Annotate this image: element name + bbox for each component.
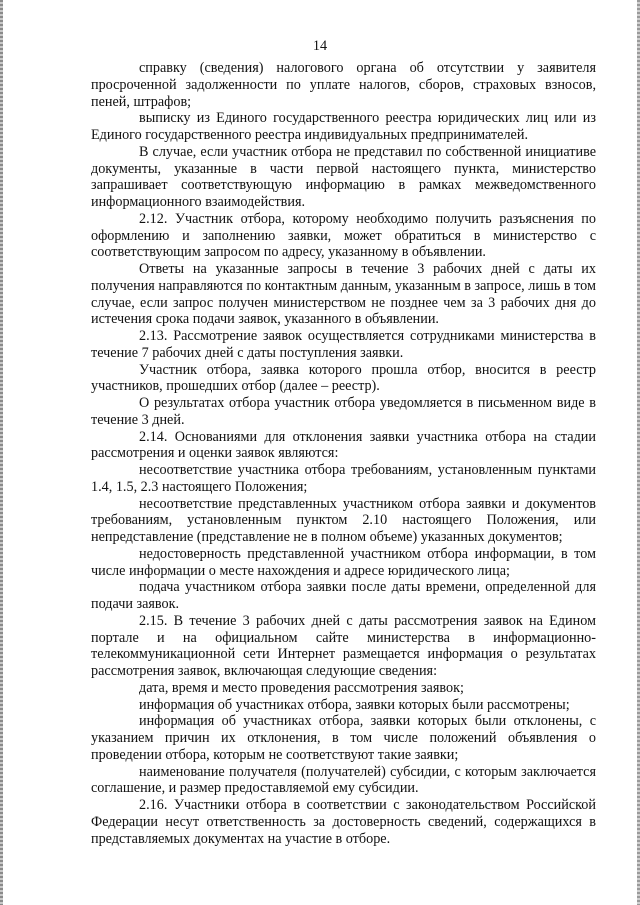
paragraph-notification: О результатах отбора участник отбора уведомляется в письменном виде в течение 3 дней.	[91, 395, 596, 428]
page-number: 14	[312, 38, 328, 54]
paragraph-interagency-request: В случае, если участник отбора не представил по собственной инициативе документы, указанные в части первой настоящего пункта, министерство запрашивает соответствующую информацию в рамках межведомственного информационного взаимодействия.	[91, 143, 596, 210]
paragraph-2-15: 2.15. В течение 3 рабочих дней с даты рассмотрения заявок на Едином портале и на официальном сайте министерства в информационно-телекоммуникационной сети Интернет размещается информация о результатах рассмотрения заявок, включающая следующие сведения:	[91, 612, 596, 679]
document-text	[91, 60, 596, 847]
paragraph-tax-certificate: справку (сведения) налогового органа об отсутствии у заявителя просроченной задолженности по уплате налогов, сборов, страховых взносов, пеней, штрафов;	[91, 60, 596, 110]
paragraph-late-submission: подача участником отбора заявки после даты времени, определенной для подачи заявок.	[91, 579, 596, 612]
paragraph-noncompliance-documents: несоответствие представленных участником отбора заявки и документов требованиям, установленным пунктом 2.10 настоящего Положения, или непредставление (представление не в полном объеме) указанных документов;	[91, 495, 596, 545]
paragraph-noncompliance-participant: несоответствие участника отбора требованиям, установленным пунктами 1.4, 1.5, 2.3 настоящего Положения;	[91, 462, 596, 495]
paragraph-inaccuracy: недостоверность представленной участником отбора информации, в том числе информации о месте нахождения и адресе юридического лица;	[91, 545, 596, 579]
paragraph-2-12: 2.12. Участник отбора, которому необходимо получить разъяснения по оформлению и заполнению заявки, может обратиться в министерство с соответствующим запросом по адресу, указанному в объявлении.	[91, 210, 596, 261]
paragraph-reviewed-participants: информация об участниках отбора, заявки которых были рассмотрены;	[139, 696, 570, 713]
scan-left-edge	[0, 0, 3, 905]
paragraph-registry-inclusion: Участник отбора, заявка которого прошла отбор, вносится в реестр участников, прошедших отбор (далее – реестр).	[91, 361, 596, 395]
paragraph-rejected-participants: информация об участниках отбора, заявки которых были отклонены, с указанием причин их отклонения, в том числе положений объявления о проведении отбора, которым не соответствуют такие заявки;	[91, 713, 596, 763]
paragraph-2-16: 2.16. Участники отбора в соответствии с законодательством Российской Федерации несут ответственность за достоверность сведений, содержащихся в представляемых документах на участие в отборе.	[91, 797, 596, 847]
paragraph-2-13: 2.13. Рассмотрение заявок осуществляется сотрудниками министерства в течение 7 рабочих дней с даты поступления заявки.	[91, 328, 596, 361]
paragraph-answers: Ответы на указанные запросы в течение 3 рабочих дней с даты их получения направляются по контактным данным, указанным в запросе, лишь в том случае, если запрос получен министерством не позднее чем за 3 рабочих дня до истечения срока подачи заявок, указанного в объявлении.	[91, 261, 596, 328]
paragraph-recipient: наименование получателя (получателей) субсидии, с которым заключается соглашение, и размер предоставляемой ему субсидии.	[91, 763, 596, 797]
paragraph-date-time-place: дата, время и место проведения рассмотрения заявок;	[139, 679, 464, 696]
paragraph-registry-extract: выписку из Единого государственного реестра юридических лиц или из Единого государственного реестра индивидуальных предпринимателей.	[91, 110, 596, 143]
paragraph-2-14: 2.14. Основаниями для отклонения заявки участника отбора на стадии рассмотрения и оценки заявок являются:	[91, 428, 596, 462]
